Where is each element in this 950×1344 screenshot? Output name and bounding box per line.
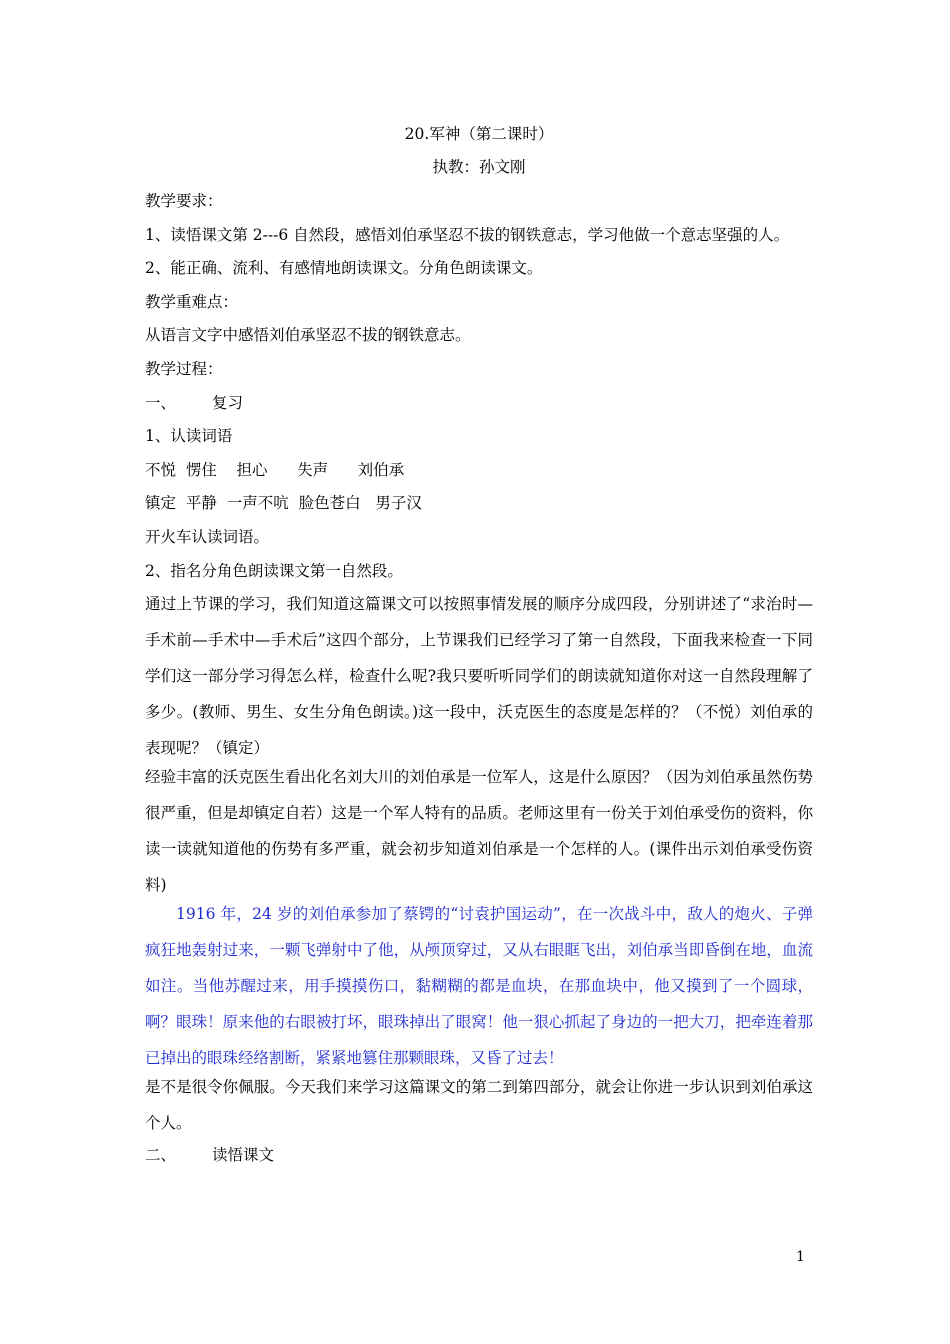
step-2: 2、指名分角色朗读课文第一自然段。 (145, 561, 403, 580)
section-1-heading (145, 393, 813, 413)
requirements-heading: 教学要求： (145, 192, 223, 210)
section-1-title: 复习 (212, 393, 244, 412)
paragraph-analysis: 经验丰富的沃克医生看出化名刘大川的刘伯承是一位军人，这是什么原因？（因为刘伯承虽然伤势很严重，但是却镇定自若）这是一个军人特有的品质。老师这里有一份关于刘伯承受伤的资料，你读一读就知道他的伤势有多严重，就会初步知道刘伯承是一个怎样的人。(课件出示刘伯承受伤资料) (145, 768, 813, 895)
document-body (145, 124, 813, 1179)
requirement-1: 1、读悟课文第 2---6 自然段，感悟刘伯承坚忍不拔的钢铁意志，学习他做一个意志坚强的人。 (145, 225, 790, 244)
lesson-author: 执教：孙文刚 (432, 158, 526, 176)
section-2-title: 读悟课文 (212, 1146, 275, 1165)
section-2-heading (145, 1145, 813, 1165)
word-list-1: 不悦 愣住 担心 失声 刘伯承 (145, 460, 405, 479)
word-list-2: 镇定 平静 一声不吭 脸色苍白 男子汉 (145, 494, 422, 513)
step-1: 1、认读词语 (145, 427, 233, 446)
lesson-title: 20.军神（第二课时） (404, 125, 554, 143)
requirement-2: 2、能正确、流利、有感情地朗读课文。分角色朗读课文。 (145, 259, 543, 278)
paragraph-review: 通过上节课的学习，我们知道这篇课文可以按照事情发展的顺序分成四段，分别讲述了“求治时—手术前—手术中—手术后”这四个部分，上节课我们已经学习了第一自然段，下面我来检查一下同学们这一部分学习得怎么样，检查什么呢?我只要听听同学们的朗读就知道你对这一自然段理解了多少。(教师、男生、女生分角色朗读。)这一段中，沃克医生的态度是怎样的？（不悦）刘伯承的表现呢？（镇定） (145, 595, 813, 758)
key-point-1: 从语言文字中感悟刘伯承坚忍不拔的钢铁意志。 (145, 326, 471, 345)
paragraph-transition: 是不是很令你佩服。今天我们来学习这篇课文的第二到第四部分，就会让你进一步认识到刘伯承这个人。 (145, 1078, 813, 1133)
key-points-heading: 教学重难点： (145, 292, 239, 311)
page-number: 1 (796, 1249, 805, 1265)
process-heading: 教学过程： (145, 359, 223, 378)
paragraph-injury-story: 1916 年，24 岁的刘伯承参加了蔡锷的“讨袁护国运动”，在一次战斗中，敌人的炮火、子弹疯狂地轰射过来，一颗飞弹射中了他，从颅顶穿过，又从右眼眶飞出，刘伯承当即昏倒在地，血流如注。当他苏醒过来，用手摸摸伤口，黏糊糊的都是血块，在那血块中，他又摸到了一个圆球，啊？眼珠！原来他的右眼被打坏，眼珠掉出了眼窝！他一狠心抓起了身边的一把大刀，把牵连着那已掉出的眼珠经络割断，紧紧地篡住那颗眼珠，又昏了过去！ (145, 905, 813, 1068)
train-reading: 开火车认读词语。 (145, 527, 270, 546)
section-1-number: 一、 (145, 393, 177, 412)
section-2-number: 二、 (145, 1146, 177, 1165)
